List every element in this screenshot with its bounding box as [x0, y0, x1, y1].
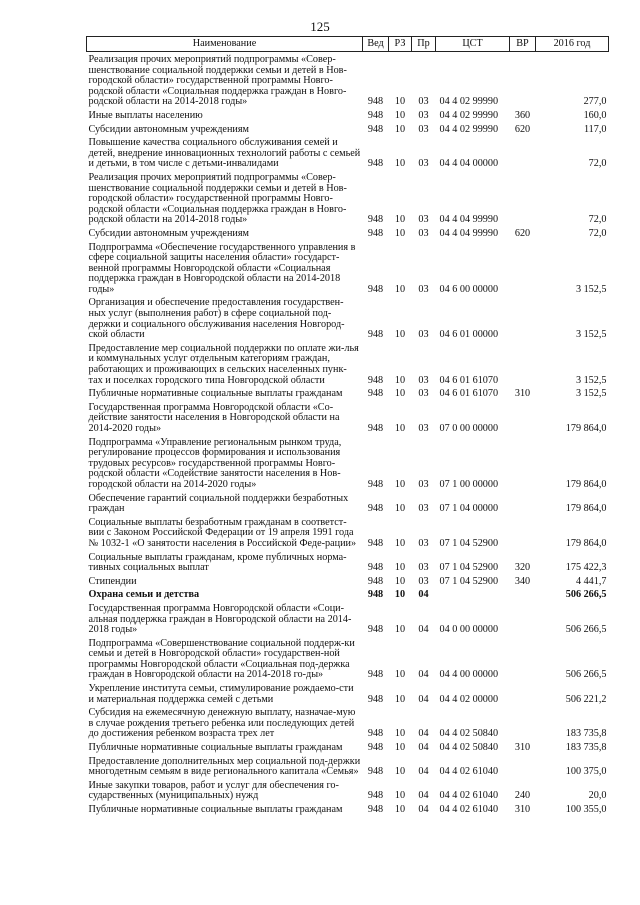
- table-header: [87, 37, 609, 52]
- cell-name: Социальные выплаты безработным гражданам в соответст-вии с Законом Российской Федерации от 19 апреля 1991 года № 1032-1 «О занятости населения в Российской Феде-рации»: [88, 516, 357, 549]
- cell-sum: 72,0: [588, 214, 607, 226]
- cell-name: Иные закупки товаров, работ и услуг для обеспечения го-сударственных (муниципальных) нужд: [88, 779, 339, 802]
- cell-rz: 10: [394, 728, 406, 740]
- table-row: [87, 341, 609, 386]
- cell-pr: 03: [418, 537, 429, 549]
- cell-rz: 10: [394, 669, 406, 681]
- cell-pr: 04: [418, 766, 429, 778]
- cell-sum: 72,0: [588, 158, 607, 170]
- cell-name: Подпрограмма «Обеспечение государственного управления в сфере социальной защиты населения области» государст-венной программы Новгородской области «Социальная поддержка граждан в Новгородской области на 2014-2018 годы»: [88, 241, 356, 295]
- cell-rz: 10: [394, 575, 406, 587]
- table-row: [87, 550, 609, 574]
- cell-vr: [510, 636, 536, 681]
- table-row: [87, 740, 609, 754]
- cell-cst: 07 1 04 52900: [439, 562, 499, 574]
- cell-sum: 506 221,2: [565, 693, 607, 705]
- cell-pr: 03: [418, 158, 429, 170]
- cell-name: Реализация прочих мероприятий подпрограммы «Совер-шенствование социальной поддержки семьи и детей в Нов-городской области» государственной программы Новго-родской области «Социальная поддержка граждан в Новго-родской области на 2014-2018 годы»: [88, 54, 347, 108]
- cell-ved: 948: [367, 158, 384, 170]
- cell-sum: 72,0: [588, 227, 607, 239]
- cell-pr: 03: [418, 227, 429, 239]
- table-row: [87, 386, 609, 400]
- cell-ved: 948: [367, 766, 384, 778]
- cell-vr: [510, 400, 536, 435]
- cell-name: Подпрограмма «Совершенствование социальной поддерж-ки семьи и детей в Новгородской области» государствен-ной программы Новгородской области «Социальная под-держка граждан в Новгородской области на 2014-2018 го-ды»: [88, 637, 355, 681]
- cell-pr: 03: [418, 123, 429, 135]
- table-row: [87, 170, 609, 226]
- cell-sum: 179 864,0: [565, 537, 607, 549]
- cell-rz: 10: [394, 562, 406, 574]
- cell-vr: [510, 515, 536, 550]
- cell-pr: 03: [418, 96, 429, 108]
- cell-ved: 948: [367, 669, 384, 681]
- cell-vr: [510, 754, 536, 778]
- cell-vr: 340: [514, 575, 531, 587]
- cell-ved: 948: [367, 575, 384, 587]
- cell-pr: 04: [418, 804, 429, 815]
- cell-pr: 04: [418, 669, 429, 681]
- cell-ved: 948: [367, 123, 384, 135]
- cell-sum: 3 152,5: [575, 388, 607, 400]
- cell-name: Подпрограмма «Управление региональным рынком труда, регулирование процессов формирования и использования трудовых ресурсов» государственной программы Новго-родской области «Содействие занятости населения в Нов-городской области на 2014-2020 годы»: [88, 436, 342, 490]
- cell-rz: 10: [394, 96, 406, 108]
- cell-rz: 10: [394, 503, 406, 515]
- cell-ved: 948: [367, 742, 384, 754]
- cell-ved: 948: [367, 96, 384, 108]
- cell-sum: 160,0: [583, 109, 607, 121]
- cell-ved: 948: [367, 109, 384, 121]
- table-row: [87, 681, 609, 705]
- cell-vr: [510, 435, 536, 491]
- cell-rz: 10: [394, 423, 406, 434]
- cell-cst: 07 1 00 00000: [439, 478, 499, 490]
- cell-cst: 04 4 02 61040: [439, 766, 499, 778]
- header-ved: Вед: [363, 37, 389, 52]
- cell-cst: 04 4 02 61040: [439, 804, 499, 815]
- cell-rz: 10: [394, 109, 406, 121]
- cell-vr: [510, 295, 536, 340]
- budget-table: [86, 36, 609, 816]
- cell-name: Повышение качества социального обслуживания семей и детей, внедрение инновационных технологий работы с семьей и детьми, в том числе с детьми-инвалидами: [88, 137, 361, 170]
- cell-cst: 04 6 01 61070: [439, 374, 499, 386]
- cell-pr: 04: [418, 693, 429, 705]
- cell-vr: [510, 135, 536, 170]
- cell-vr: [510, 240, 536, 296]
- cell-sum: 4 441,7: [575, 575, 607, 587]
- header-year: 2016 год: [536, 37, 609, 52]
- cell-ved: 948: [367, 227, 384, 239]
- cell-vr: 360: [514, 109, 531, 121]
- cell-cst: 07 1 04 52900: [439, 537, 499, 549]
- cell-rz: 10: [394, 537, 406, 549]
- cell-cst: 04 4 02 61040: [439, 790, 499, 802]
- cell-sum: 506 266,5: [565, 589, 607, 601]
- cell-cst: [436, 587, 510, 601]
- cell-cst: 04 4 02 00000: [439, 693, 499, 705]
- cell-ved: 948: [367, 624, 384, 636]
- cell-cst: 04 4 02 99990: [439, 109, 499, 121]
- cell-name: Организация и обеспечение предоставления государствен-ных услуг (выполнения работ) в сфере социальной под-держки и социального обслуживания населения Новгород-ской области: [88, 297, 345, 341]
- cell-ved: 948: [367, 537, 384, 549]
- cell-rz: 10: [394, 123, 406, 135]
- cell-cst: 04 4 04 99990: [439, 227, 499, 239]
- cell-sum: 100 375,0: [565, 766, 607, 778]
- table-row: [87, 802, 609, 816]
- table-row: [87, 778, 609, 802]
- cell-cst: 04 4 04 00000: [439, 158, 499, 170]
- cell-ved: 948: [367, 728, 384, 740]
- cell-ved: 948: [367, 283, 384, 295]
- cell-cst: 04 4 02 99990: [439, 123, 499, 135]
- cell-ved: 948: [367, 423, 384, 434]
- cell-rz: 10: [394, 227, 406, 239]
- cell-vr: 310: [514, 388, 531, 400]
- cell-rz: 10: [394, 214, 406, 226]
- cell-cst: 04 6 01 00000: [439, 329, 499, 341]
- header-pr: Пр: [412, 37, 436, 52]
- table-row: [87, 435, 609, 491]
- cell-rz: 10: [394, 766, 406, 778]
- cell-vr: [510, 587, 536, 601]
- cell-rz: 10: [394, 804, 406, 815]
- cell-vr: 240: [514, 790, 531, 802]
- cell-ved: 948: [367, 790, 384, 802]
- cell-pr: 03: [418, 214, 429, 226]
- table-row: [87, 295, 609, 340]
- cell-name: Предоставление мер социальной поддержки по оплате жи-лья и коммунальных услуг отдельным категориям граждан, работающих и проживающих в сельских населенных пунк-тах и поселках городского типа Новгородской области: [88, 342, 359, 386]
- cell-vr: 620: [514, 227, 531, 239]
- cell-pr: 04: [418, 589, 429, 601]
- cell-name: Охрана семьи и детства: [88, 589, 200, 601]
- table-row: [87, 705, 609, 740]
- cell-pr: 03: [418, 388, 429, 400]
- cell-ved: 948: [367, 388, 384, 400]
- cell-pr: 03: [418, 283, 429, 295]
- cell-name: Государственная программа Новгородской области «Соци-альная поддержка граждан в Новгородской области на 2014-2018 годы»: [88, 602, 352, 636]
- cell-ved: 948: [367, 589, 384, 601]
- cell-rz: 10: [394, 374, 406, 386]
- cell-vr: [510, 341, 536, 386]
- cell-name: Публичные нормативные социальные выплаты гражданам: [88, 388, 343, 400]
- table-row: [87, 240, 609, 296]
- cell-name: Стипендии: [88, 575, 137, 587]
- cell-ved: 948: [367, 693, 384, 705]
- header-cst: ЦСТ: [436, 37, 510, 52]
- cell-sum: 175 422,3: [565, 562, 607, 574]
- cell-sum: 117,0: [583, 123, 607, 135]
- cell-rz: 10: [394, 329, 406, 341]
- cell-vr: 310: [514, 804, 531, 815]
- cell-name: Реализация прочих мероприятий подпрограммы «Совер-шенствование социальной поддержки семьи и детей в Нов-городской области» государственной программы Новго-родской области «Социальная поддержка граждан в Новго-родской области на 2014-2018 годы»: [88, 171, 347, 226]
- cell-sum: 277,0: [583, 96, 607, 108]
- cell-cst: 07 1 04 00000: [439, 503, 499, 515]
- cell-cst: 04 4 02 50840: [439, 742, 499, 754]
- header-rz: РЗ: [389, 37, 412, 52]
- cell-vr: [510, 681, 536, 705]
- cell-pr: 03: [418, 503, 429, 515]
- table-row: [87, 52, 609, 108]
- cell-rz: 10: [394, 589, 406, 601]
- cell-vr: [510, 705, 536, 740]
- cell-pr: 03: [418, 109, 429, 121]
- cell-vr: [510, 52, 536, 108]
- cell-name: Субсидии автономным учреждениям: [88, 227, 249, 239]
- cell-name: Иные выплаты населению: [88, 109, 203, 121]
- table-row: [87, 491, 609, 515]
- cell-cst: 04 4 02 99990: [439, 96, 499, 108]
- cell-pr: 03: [418, 329, 429, 341]
- cell-rz: 10: [394, 283, 406, 295]
- cell-name: Государственная программа Новгородской области «Со-действие занятости населения в Новгородской области на 2014-2020 годы»: [88, 401, 340, 434]
- cell-sum: 3 152,5: [575, 283, 607, 295]
- cell-ved: 948: [367, 503, 384, 515]
- cell-pr: 04: [418, 728, 429, 740]
- cell-vr: [510, 601, 536, 636]
- table-row: [87, 587, 609, 601]
- table-row: [87, 400, 609, 435]
- cell-name: Предоставление дополнительных мер социальной под-держки многодетным семьям в виде регионального капитала «Семья»: [88, 755, 361, 778]
- cell-sum: 179 864,0: [565, 478, 607, 490]
- cell-vr: [510, 491, 536, 515]
- cell-rz: 10: [394, 478, 406, 490]
- cell-ved: 948: [367, 562, 384, 574]
- table-row: [87, 108, 609, 122]
- cell-sum: 183 735,8: [565, 728, 607, 740]
- cell-pr: 04: [418, 624, 429, 636]
- cell-ved: 948: [367, 478, 384, 490]
- cell-cst: 04 4 02 50840: [439, 728, 499, 740]
- cell-name: Субсидия на ежемесячную денежную выплату, назначае-мую в случае рождения третьего ребенка или последующих детей до достижения ребенком возраста трех лет: [88, 707, 356, 740]
- cell-sum: 179 864,0: [565, 423, 607, 434]
- cell-cst: 07 1 04 52900: [439, 575, 499, 587]
- cell-name: Субсидии автономным учреждениям: [88, 123, 249, 135]
- cell-pr: 03: [418, 374, 429, 386]
- cell-vr: 320: [514, 562, 531, 574]
- table-body: [87, 52, 609, 816]
- cell-ved: 948: [367, 804, 384, 815]
- table-row: [87, 226, 609, 240]
- cell-pr: 03: [418, 575, 429, 587]
- cell-cst: 04 6 00 00000: [439, 283, 499, 295]
- cell-ved: 948: [367, 329, 384, 341]
- cell-cst: 07 0 00 00000: [439, 423, 499, 434]
- cell-ved: 948: [367, 374, 384, 386]
- table-row: [87, 636, 609, 681]
- cell-rz: 10: [394, 388, 406, 400]
- cell-rz: 10: [394, 790, 406, 802]
- cell-cst: 04 0 00 00000: [439, 624, 499, 636]
- cell-name: Социальные выплаты гражданам, кроме публичных норма-тивных социальных выплат: [88, 551, 347, 574]
- cell-rz: 10: [394, 158, 406, 170]
- cell-vr: 310: [514, 742, 531, 754]
- cell-pr: 04: [418, 742, 429, 754]
- cell-name: Публичные нормативные социальные выплаты гражданам: [88, 742, 343, 754]
- cell-vr: [510, 170, 536, 226]
- cell-cst: 04 4 04 99990: [439, 214, 499, 226]
- table-row: [87, 135, 609, 170]
- table-row: [87, 122, 609, 136]
- cell-sum: 3 152,5: [575, 374, 607, 386]
- cell-rz: 10: [394, 693, 406, 705]
- cell-sum: 506 266,5: [565, 624, 607, 636]
- cell-pr: 03: [418, 478, 429, 490]
- cell-name: Публичные нормативные социальные выплаты гражданам: [88, 804, 343, 815]
- cell-sum: 183 735,8: [565, 742, 607, 754]
- table-row: [87, 754, 609, 778]
- cell-vr: 620: [514, 123, 531, 135]
- cell-sum: 20,0: [588, 790, 607, 802]
- cell-cst: 04 4 00 00000: [439, 669, 499, 681]
- cell-name: Обеспечение гарантий социальной поддержки безработных граждан: [88, 492, 349, 515]
- cell-sum: 179 864,0: [565, 503, 607, 515]
- cell-sum: 3 152,5: [575, 329, 607, 341]
- page-number: 125: [310, 19, 330, 34]
- table-row: [87, 515, 609, 550]
- cell-rz: 10: [394, 742, 406, 754]
- cell-ved: 948: [367, 214, 384, 226]
- cell-cst: 04 6 01 61070: [439, 388, 499, 400]
- table-row: [87, 574, 609, 588]
- cell-pr: 03: [418, 562, 429, 574]
- cell-rz: 10: [394, 624, 406, 636]
- table-row: [87, 601, 609, 636]
- cell-pr: 04: [418, 790, 429, 802]
- cell-sum: 506 266,5: [565, 669, 607, 681]
- cell-pr: 03: [418, 423, 429, 434]
- cell-sum: 100 355,0: [565, 804, 607, 815]
- header-name: Наименование: [87, 37, 363, 52]
- cell-name: Укрепление института семьи, стимулирование рождаемо-сти и материальная поддержка семей с детьми: [88, 683, 354, 705]
- header-vr: ВР: [510, 37, 536, 52]
